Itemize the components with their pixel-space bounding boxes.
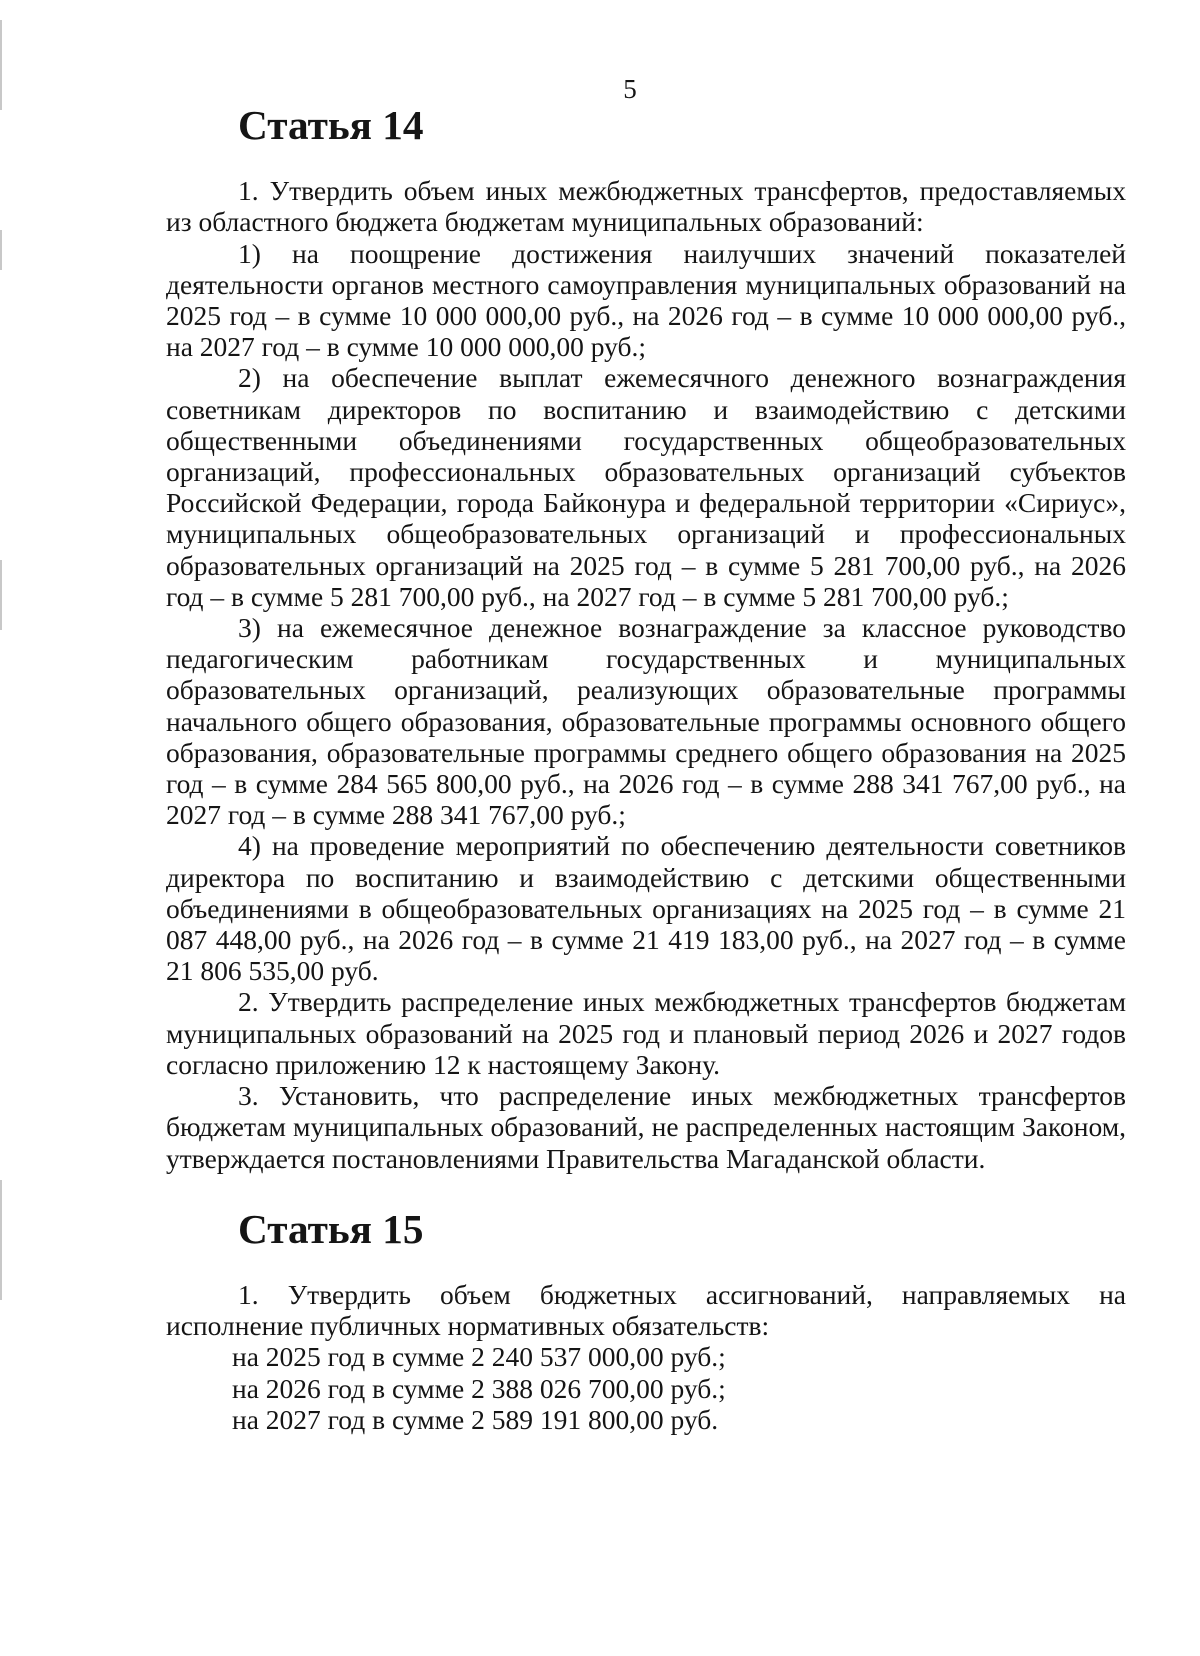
article-15-amount-2026: на 2026 год в сумме 2 388 026 700,00 руб.; [232, 1372, 726, 1404]
article-15-amount-2025: на 2025 год в сумме 2 240 537 000,00 руб.; [232, 1341, 726, 1373]
article-14-item-1: 1) на поощрение достижения наилучших значений показателей деятельности органов местного самоуправления муниципальных образований на 2025 год – в сумме 10 000 000,00 руб., на 2026 год – в сумме 10 000 000,00 руб., на 2027 год – в сумме 10 000 000,00 руб.; [166, 237, 1126, 363]
article-14-item-4: 4) на проведение мероприятий по обеспечению деятельности советников директора по воспитанию и взаимодействию с детскими общественными объединениями в общеобразовательных организациях на 2025 год – в сумме 21 087 448,00 руб., на 2026 год – в сумме 21 419 183,00 руб., на 2027 год – в сумме 21 806 535,00 руб. [166, 830, 1126, 987]
article-14-item-2: 2) на обеспечение выплат ежемесячного денежного вознаграждения советникам директоров по воспитанию и взаимодействию с детскими общественными объединениями государственных общеобразовательных организаций, профессиональных образовательных организаций субъектов Российской Федерации, города Байконура и федеральной территории «Сириус», муниципальных общеобразовательных организаций и профессиональных образовательных организаций на 2025 год – в сумме 5 281 700,00 руб., на 2026 год – в сумме 5 281 700,00 руб., на 2027 год – в сумме 5 281 700,00 руб.; [166, 362, 1126, 612]
article-15-title: Статья 15 [238, 1205, 424, 1252]
article-14-paragraph-1: 1. Утвердить объем иных межбюджетных трансфертов, предоставляемых из областного бюджета бюджетам муниципальных образований: [166, 175, 1126, 238]
document-body [166, 102, 1126, 1435]
article-14-item-3: 3) на ежемесячное денежное вознаграждение за классное руководство педагогическим работникам государственных и муниципальных образовательных организаций, реализующих образовательные программы начального общего образования, образовательные программы основного общего образования, образовательные программы среднего общего образования на 2025 год – в сумме 284 565 800,00 руб., на 2026 год – в сумме 288 341 767,00 руб., на 2027 год – в сумме 288 341 767,00 руб.; [166, 612, 1126, 831]
article-14-title: Статья 14 [238, 102, 424, 148]
article-14-paragraph-3: 3. Установить, что распределение иных межбюджетных трансфертов бюджетам муниципальных образований, не распределенных настоящим Законом, утверждается постановлениями Правительства Магаданской области. [166, 1080, 1126, 1174]
article-14-paragraph-2: 2. Утвердить распределение иных межбюджетных трансфертов бюджетам муниципальных образований на 2025 год и плановый период 2026 и 2027 годов согласно приложению 12 к настоящему Закону. [166, 986, 1126, 1080]
page-number: 5 [623, 74, 637, 104]
scan-edge-marks [0, 0, 4, 1656]
article-15-amount-2027: на 2027 год в сумме 2 589 191 800,00 руб. [232, 1403, 719, 1435]
article-15-paragraph-1: 1. Утвердить объем бюджетных ассигнований, направляемых на исполнение публичных нормативных обязательств: [166, 1278, 1126, 1342]
